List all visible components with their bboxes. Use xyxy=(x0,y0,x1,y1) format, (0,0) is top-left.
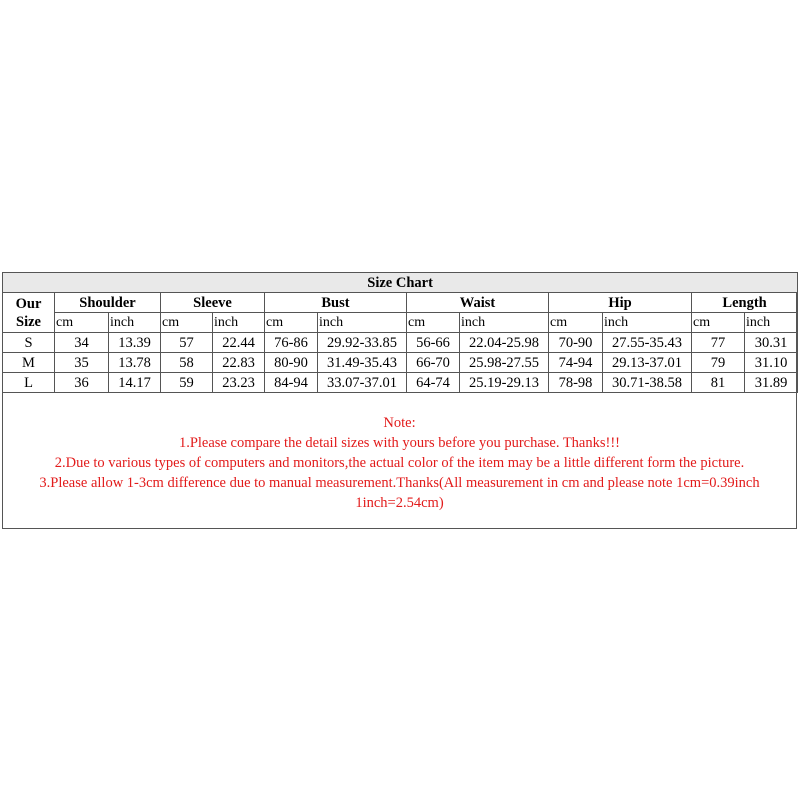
chart-title: Size Chart xyxy=(3,273,798,293)
value-cell: 29.13-37.01 xyxy=(603,353,692,373)
value-cell: 56-66 xyxy=(407,333,460,353)
value-cell: 81 xyxy=(692,373,745,393)
value-cell: 57 xyxy=(161,333,213,353)
unit-cm: cm xyxy=(265,313,318,333)
group-header: Hip xyxy=(549,293,692,313)
note-heading: Note: xyxy=(383,415,416,431)
value-cell: 58 xyxy=(161,353,213,373)
value-cell: 27.55-35.43 xyxy=(603,333,692,353)
value-cell: 35 xyxy=(55,353,109,373)
group-header: Length xyxy=(692,293,798,313)
unit-inch: inch xyxy=(603,313,692,333)
value-cell: 74-94 xyxy=(549,353,603,373)
note-line: 1inch=2.54cm) xyxy=(355,495,444,511)
value-cell: 31.10 xyxy=(745,353,798,373)
unit-inch: inch xyxy=(318,313,407,333)
value-cell: 30.31 xyxy=(745,333,798,353)
notes-section xyxy=(2,413,797,513)
unit-inch: inch xyxy=(460,313,549,333)
value-cell: 13.78 xyxy=(109,353,161,373)
value-cell: 33.07-37.01 xyxy=(318,373,407,393)
value-cell: 23.23 xyxy=(213,373,265,393)
value-cell: 80-90 xyxy=(265,353,318,373)
value-cell: 34 xyxy=(55,333,109,353)
value-cell: 14.17 xyxy=(109,373,161,393)
value-cell: 84-94 xyxy=(265,373,318,393)
value-cell: 59 xyxy=(161,373,213,393)
group-header: Waist xyxy=(407,293,549,313)
size-header-line1: Our xyxy=(15,295,42,312)
value-cell: 31.49-35.43 xyxy=(318,353,407,373)
value-cell: 25.98-27.55 xyxy=(460,353,549,373)
value-cell: 30.71-38.58 xyxy=(603,373,692,393)
table-row xyxy=(3,373,798,393)
value-cell: 22.44 xyxy=(213,333,265,353)
title-row xyxy=(3,273,798,293)
value-cell: 22.04-25.98 xyxy=(460,333,549,353)
unit-cm: cm xyxy=(692,313,745,333)
group-header: Bust xyxy=(265,293,407,313)
value-cell: 78-98 xyxy=(549,373,603,393)
size-chart-table xyxy=(2,272,798,393)
value-cell: 22.83 xyxy=(213,353,265,373)
value-cell: 36 xyxy=(55,373,109,393)
value-cell: 25.19-29.13 xyxy=(460,373,549,393)
group-header: Sleeve xyxy=(161,293,265,313)
note-line: 3.Please allow 1-3cm difference due to manual measurement.Thanks(All measurement in cm and please note 1cm=0.39inch xyxy=(39,475,760,491)
table-row xyxy=(3,353,798,373)
value-cell: 64-74 xyxy=(407,373,460,393)
group-header-row xyxy=(3,293,798,313)
size-cell: S xyxy=(3,333,55,353)
table-row xyxy=(3,333,798,353)
unit-header-row xyxy=(3,313,798,333)
unit-cm: cm xyxy=(161,313,213,333)
unit-inch: inch xyxy=(745,313,798,333)
value-cell: 13.39 xyxy=(109,333,161,353)
unit-cm: cm xyxy=(549,313,603,333)
note-line: 2.Due to various types of computers and monitors,the actual color of the item may be a little different form the picture. xyxy=(54,455,745,471)
size-column-header xyxy=(3,293,55,333)
size-cell: M xyxy=(3,353,55,373)
value-cell: 29.92-33.85 xyxy=(318,333,407,353)
value-cell: 66-70 xyxy=(407,353,460,373)
size-cell: L xyxy=(3,373,55,393)
value-cell: 77 xyxy=(692,333,745,353)
unit-cm: cm xyxy=(55,313,109,333)
group-header: Shoulder xyxy=(55,293,161,313)
note-line: 1.Please compare the detail sizes with yours before you purchase. Thanks!!! xyxy=(178,435,621,451)
value-cell: 79 xyxy=(692,353,745,373)
value-cell: 76-86 xyxy=(265,333,318,353)
unit-inch: inch xyxy=(213,313,265,333)
unit-cm: cm xyxy=(407,313,460,333)
size-header-line2: Size xyxy=(16,313,41,330)
value-cell: 31.89 xyxy=(745,373,798,393)
unit-inch: inch xyxy=(109,313,161,333)
value-cell: 70-90 xyxy=(549,333,603,353)
